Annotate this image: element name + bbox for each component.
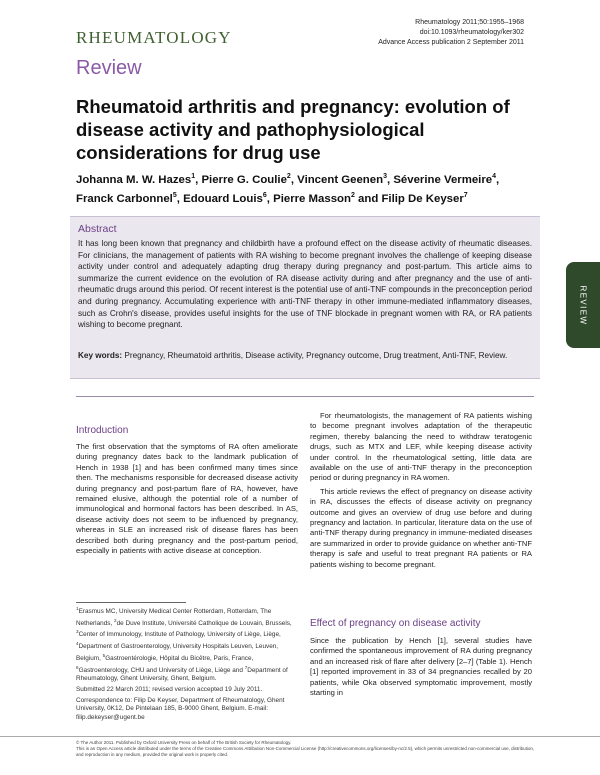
affiliation-number: 6 [76,664,79,670]
affiliation: Department of Rheumatology, Ghent University, Ghent, Belgium. [76,666,288,683]
keywords-list: Pregnancy, Rheumatoid arthritis, Disease activity, Pregnancy outcome, Drug treatment, Anti-TNF, Review. [124,351,508,360]
introduction-heading: Introduction [76,425,129,436]
advance-access: Advance Access publication 2 September 2011 [378,39,524,46]
author-name: Séverine Vermeire [393,173,493,186]
keywords [78,350,532,362]
affiliation-marker: 3 [383,173,387,180]
introduction-text [76,442,298,559]
affiliation: Erasmus MC, University Medical Center Rotterdam, Rotterdam, The Netherlands, [76,608,272,627]
affiliation-marker: 2 [286,173,291,180]
separator: , [496,173,500,186]
affiliation-number: 7 [244,664,248,670]
affiliation-marker: 2 [350,192,355,200]
section-heading: Effect of pregnancy on disease activity [310,618,481,629]
doi[interactable]: doi:10.1093/rheumatology/ker302 [419,29,524,36]
section-text [310,636,532,701]
affiliation-number: 3 [76,629,79,635]
license-line: This is an Open Access article distributed under the terms of the Creative Commons Attribution Non-Commercial License (http://creativecommons.org/licenses/by-nc/2.5), which permits unrestricted non-commercial use, distribution, and reproduction in any medium, provided the original work is properly cited. [76,746,535,758]
review-side-tab-label-wrap [566,262,600,348]
keywords-label: Key words: [78,351,123,360]
right-column-text [310,411,532,573]
citation: Rheumatology 2011;50:1955–1968 [415,19,524,26]
affiliation-marker: 6 [262,192,267,200]
paragraph: The first observation that the symptoms of RA often ameliorate during pregnancy dates back to the landmark publication of Hench in 1938 [1] and has been confirmed many times since then. The mechanisms responsible for decreased disease activity during pregnancy and post-partum flare of RA, however, have remained elusive, although the potential role of a number of immunological and hormonal factors has been described. In AS, disease activity does not seem to be influenced by pregnancy, whereas in SLE an increased risk of disease flares has been described both during pregnancy and the post-partum period, especially in patients with active disease at conception. [76,442,298,556]
affiliation: Center of Immunology, Institute of Pathology, University of Liège, Liège, [78,631,281,639]
separator: , [266,193,274,206]
paragraph: This article reviews the effect of pregnancy on disease activity in RA, discusses the effects of disease activity on pregnancy outcome and gives an overview of drug use before and during pregnancy and lactation. In particular, literature data on the use of anti-TNF therapy during pregnancy in immune-mediated diseases are summarized in order to provide guidance on whether anti-TNF therapy is safe and useful to treat pregnant RA patients or RA patients wishing to become pregnant. [310,486,533,569]
affiliation-marker: 7 [463,192,468,200]
paragraph: Since the publication by Hench [1], several studies have confirmed the spontaneous improvement of RA during pregnancy and an increased risk of flare after delivery [2–7] (Table 1). Hench [1] reported improvement in 33 of 34 pregnancies recalled by 20 patients, while Oka observed symptomatic improvement, mostly starting in [310,636,532,698]
affiliation: Department of Gastroenterology, University Hospitals Leuven, Leuven, Belgium, [76,643,279,662]
paragraph: For rheumatologists, the management of RA patients wishing to become pregnant involves adaptation of the therapeutic regimen, thereby balancing the need to withdraw teratogenic drugs, such as MTX and LEF, while keeping disease activity under control. In the rheumatological setting, little data are available on the use of anti-TNF therapy in the preconception period or during pregnancy in RA women. [310,411,532,483]
affiliation: Gastroenterology, CHU and University of Liège, Liège and [78,666,245,674]
affiliation-marker: 1 [191,173,196,180]
footnote-rule [76,602,186,603]
review-side-tab-label: REVIEW [578,285,588,325]
affiliation-number: 1 [76,606,79,611]
author-name: Pierre G. Coulie [201,173,287,186]
citation-block [378,18,524,48]
separator: , [195,173,202,186]
author-name: Edouard Louis [183,193,263,206]
affiliation: Gastroentérologie, Hôpital du Bicêtre, Paris, France, [105,655,254,662]
author-name: Vincent Geenen [297,173,384,186]
abstract-text: It has long been known that pregnancy and childbirth have a profound effect on the disease activity of rheumatic diseases. For clinicians, the management of patients with RA wishing to become pregnant involves the challenge of keeping disease activity under control and adequately adapting drug therapy during pregnancy and post-partum. This article aims to summarize the current evidence on the evolution of RA disease activity during and after pregnancy and the use of anti-rheumatic drugs around this period. Of recent interest is the potential use of anti-TNF compounds in the preconception period and during pregnancy. Accumulating experience with anti-TNF therapy in other immune-mediated inflammatory diseases, such as Crohn's disease, provides useful insights for the use of TNF blockade in pregnant women with RA, or RA patients wishing to become pregnant. [78,239,532,330]
affiliation-marker: 5 [172,192,177,200]
abstract-heading: Abstract [78,223,117,235]
author-name: Pierre Masson [273,193,351,206]
copyright-notice [76,740,536,759]
journal-logo: RHEUMATOLOGY [76,28,232,47]
divider [76,396,534,397]
author-name: Filip De Keyser [381,193,464,206]
separator: , [176,193,184,206]
article-title: Rheumatoid arthritis and pregnancy: evolution of disease activity and pathophysiological considerations for drug use [76,96,510,163]
submission-dates: Submitted 22 March 2011; revised version accepted 19 July 2011. [76,685,263,693]
separator: and [354,193,382,206]
affiliation-number: 5 [102,652,106,658]
affiliation-marker: 4 [492,173,497,180]
section-label: Review [76,57,142,79]
correspondence: Correspondence to: Filip De Keyser, Department of Rheumatology, Ghent University, 0K12, De Pintelaan 185, B-9000 Ghent, Belgium. E-mail: filip.dekeyser@ugent.be [76,696,285,721]
author-name: Franck Carbonnel [76,193,173,206]
author-name: Johanna M. W. Hazes [76,173,192,186]
affiliation-number: 4 [76,641,79,647]
separator: , [290,173,298,186]
author-list [76,169,536,208]
affiliation-number: 2 [114,617,117,623]
affiliations [76,605,298,684]
separator: , [386,173,394,186]
affiliation: de Duve Institute, Université Catholique de Louvain, Brussels, [116,619,292,627]
footer-rule [0,736,600,737]
footnotes [76,605,298,724]
copyright-line: © The Author 2011. Published by Oxford University Press on behalf of The British Society for Rheumatology. [76,740,292,745]
